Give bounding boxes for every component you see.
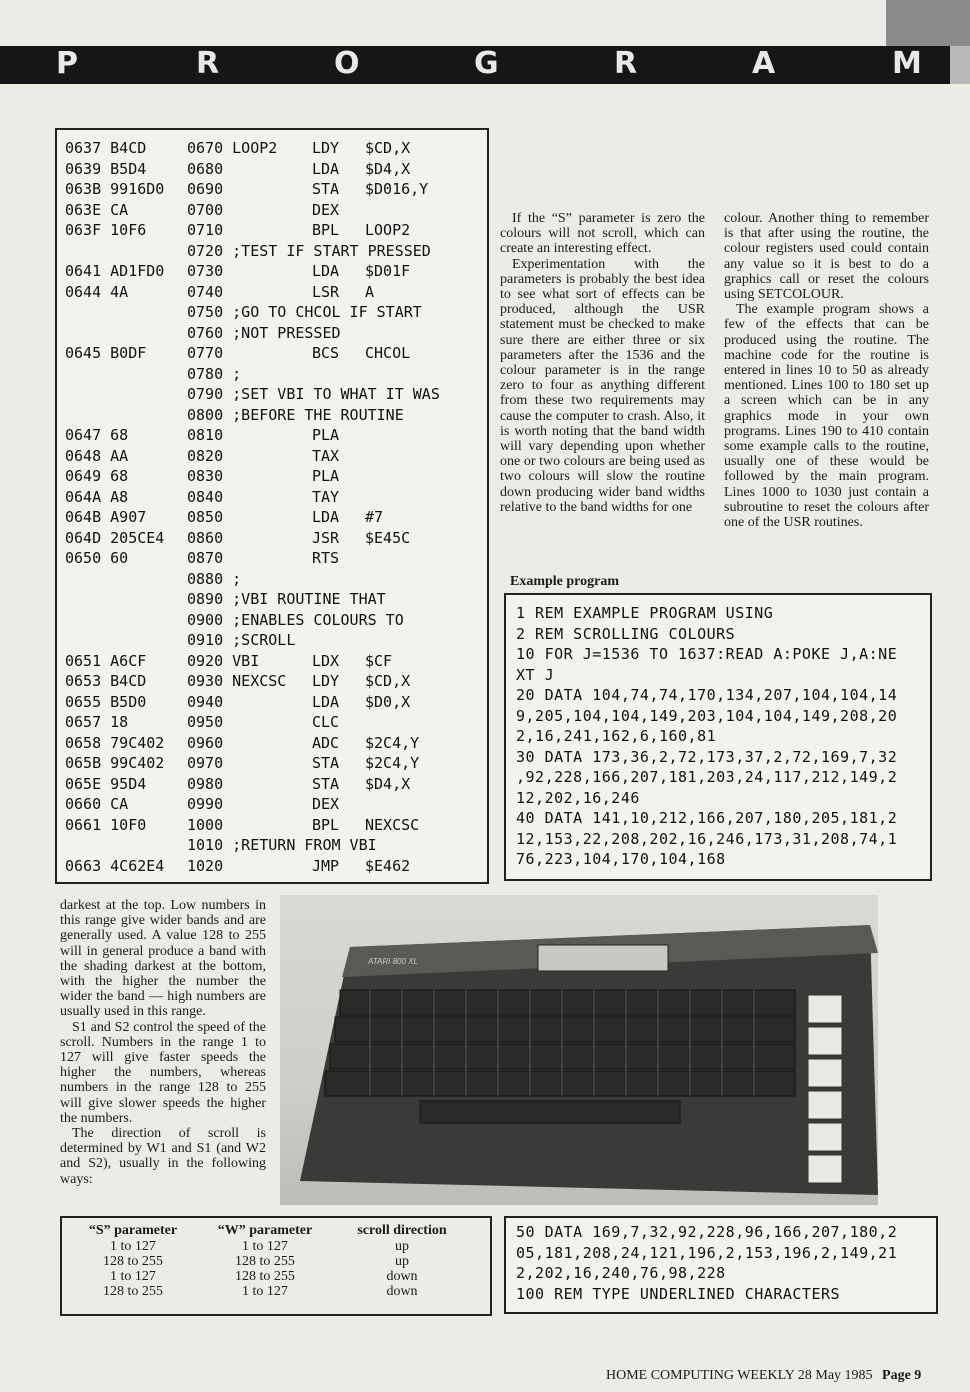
basic-line: 2,202,16,240,76,98,228 bbox=[516, 1264, 726, 1282]
asm-cell: 0950 bbox=[187, 713, 224, 731]
basic-line: 05,181,208,24,121,196,2,153,196,2,149,21 bbox=[516, 1243, 898, 1262]
asm-cell: 0880 ; bbox=[187, 569, 242, 588]
asm-cell: 063F 10F6 bbox=[65, 221, 147, 239]
table-cell: 1 to 127 bbox=[242, 1239, 288, 1254]
table-row bbox=[72, 1284, 468, 1299]
paragraph: If the “S” parameter is zero the colours will not scroll, which can create an interesting effect. bbox=[500, 211, 705, 257]
table-cell: down bbox=[386, 1269, 418, 1284]
basic-line: 2,16,241,162,6,160,81 bbox=[516, 727, 717, 745]
asm-cell: 0900 ;ENABLES COLOURS TO bbox=[187, 610, 404, 629]
asm-cell: 1020 bbox=[187, 856, 224, 875]
basic-listing-continued bbox=[504, 1216, 938, 1314]
asm-cell: 0663 4C62E4 bbox=[65, 856, 165, 875]
asm-cell: 0930 NEXCSC bbox=[187, 672, 287, 690]
asm-cell: 0658 79C402 bbox=[65, 733, 165, 752]
asm-cell: 0648 AA bbox=[65, 446, 129, 465]
asm-cell: PLA bbox=[312, 467, 340, 485]
asm-cell: DEX bbox=[312, 795, 340, 813]
basic-line: 30 DATA 173,36,2,72,173,37,2,72,169,7,32 bbox=[516, 747, 898, 766]
brand-label: ATARI 800 XL bbox=[368, 957, 418, 966]
asm-cell: $D0,X bbox=[365, 692, 411, 711]
basic-line: 10 FOR J=1536 TO 1637:READ A:POKE J,A:NE bbox=[516, 645, 898, 663]
keyboard-illustration bbox=[280, 895, 878, 1205]
asm-cell: LDY bbox=[312, 672, 340, 690]
atari-computer-photo bbox=[280, 895, 878, 1205]
asm-cell: 0661 10F0 bbox=[65, 815, 147, 834]
banner-letter: O bbox=[334, 46, 362, 81]
asm-cell: 0644 4A bbox=[65, 282, 129, 301]
example-program-heading: Example program bbox=[510, 574, 620, 589]
asm-cell: BCS bbox=[312, 344, 340, 362]
asm-cell: PLA bbox=[312, 426, 340, 444]
asm-cell: JMP bbox=[312, 856, 340, 875]
table-cell: 128 to 255 bbox=[103, 1254, 163, 1269]
asm-cell: 0650 60 bbox=[65, 549, 129, 567]
asm-cell: 0940 bbox=[187, 692, 224, 711]
asm-cell: STA bbox=[312, 754, 340, 772]
asm-cell: DEX bbox=[312, 200, 340, 219]
asm-cell: LDA bbox=[312, 692, 340, 711]
asm-cell: LDX bbox=[312, 651, 340, 670]
asm-cell: 0690 bbox=[187, 180, 224, 198]
basic-line: 9,205,104,104,149,203,104,104,149,208,20 bbox=[516, 706, 898, 725]
asm-cell: 0910 ;SCROLL bbox=[187, 631, 296, 649]
asm-cell: 0980 bbox=[187, 774, 224, 793]
asm-cell: 0870 bbox=[187, 549, 224, 567]
table-cell: down bbox=[386, 1284, 418, 1299]
asm-cell: 1000 bbox=[187, 815, 224, 834]
asm-cell: #7 bbox=[365, 508, 384, 526]
asm-cell: BPL bbox=[312, 221, 340, 239]
asm-cell: 0645 B0DF bbox=[65, 344, 147, 362]
asm-cell: $D4,X bbox=[365, 159, 411, 178]
basic-line: 20 DATA 104,74,74,170,134,207,104,104,14 bbox=[516, 686, 898, 704]
table-cell: 128 to 255 bbox=[235, 1254, 295, 1269]
asm-cell: 063E CA bbox=[65, 200, 129, 219]
asm-cell: ADC bbox=[312, 733, 340, 752]
basic-line: 100 REM TYPE UNDERLINED CHARACTERS bbox=[516, 1284, 841, 1303]
basic-line: ,92,228,166,207,181,203,24,117,212,149,2 bbox=[516, 768, 898, 786]
banner-letter: A bbox=[752, 46, 778, 81]
asm-cell: TAY bbox=[312, 487, 340, 506]
basic-line: 2 REM SCROLLING COLOURS bbox=[516, 624, 736, 643]
asm-cell: 0710 bbox=[187, 221, 224, 239]
table-cell: 1 to 127 bbox=[242, 1284, 288, 1299]
asm-cell: 0651 A6CF bbox=[65, 651, 147, 670]
asm-cell: 0850 bbox=[187, 508, 224, 526]
asm-cell: 0740 bbox=[187, 282, 224, 301]
asm-cell: 065B 99C402 bbox=[65, 754, 165, 772]
asm-cell: 0653 B4CD bbox=[65, 672, 147, 690]
asm-cell: $2C4,Y bbox=[365, 754, 420, 772]
asm-cell: $2C4,Y bbox=[365, 733, 420, 752]
basic-line: 40 DATA 141,10,212,166,207,180,205,181,2 bbox=[516, 809, 898, 827]
asm-cell: 0970 bbox=[187, 754, 224, 772]
article-column-1 bbox=[500, 211, 705, 515]
asm-cell: 0790 ;SET VBI TO WHAT IT WAS bbox=[187, 385, 440, 403]
basic-line: 50 DATA 169,7,32,92,228,96,166,207,180,2 bbox=[516, 1223, 898, 1241]
asm-cell: LDY bbox=[312, 139, 340, 157]
asm-cell: JSR bbox=[312, 528, 340, 547]
asm-cell: NEXCSC bbox=[365, 815, 420, 834]
paragraph: The example program shows a few of the effects that can be produced using the routine. The machine code for the routine is entered in lines 10 to 50 as already mentioned. Lines 100 to 180 set up a screen which can be in any graphics mode in your own programs. Lines 190 to 410 contain some example calls to the routine, usually one of these would be followed by the main program. Lines 1000 to 1030 just contain a subroutine to reset the colours after one of the USR routines. bbox=[724, 302, 929, 531]
asm-cell: LDA bbox=[312, 262, 340, 280]
banner-letter: P bbox=[56, 46, 80, 81]
asm-cell: RTS bbox=[312, 549, 340, 567]
table-cell: 1 to 127 bbox=[110, 1269, 156, 1284]
paragraph: The direction of scroll is determined by W1 and S1 (and W2 and S2), usually in the following ways: bbox=[60, 1126, 266, 1187]
asm-cell: $CF bbox=[365, 651, 393, 670]
asm-cell: $CD,X bbox=[365, 672, 411, 690]
table-header: “S” parameter bbox=[88, 1223, 178, 1238]
asm-cell: 063B 9916D0 bbox=[65, 180, 165, 198]
table-cell: 128 to 255 bbox=[103, 1284, 163, 1299]
basic-listing bbox=[504, 593, 932, 881]
table-cell: 1 to 127 bbox=[110, 1239, 156, 1254]
asm-cell: $CD,X bbox=[365, 139, 411, 157]
table-body bbox=[72, 1239, 468, 1299]
asm-cell: 0800 ;BEFORE THE ROUTINE bbox=[187, 405, 404, 424]
banner-letter: R bbox=[614, 46, 640, 81]
table-row bbox=[72, 1254, 468, 1269]
asm-cell: 0649 68 bbox=[65, 467, 129, 485]
asm-cell: $E462 bbox=[365, 856, 411, 875]
basic-line: 12,153,22,208,202,16,246,173,31,208,74,1 bbox=[516, 829, 898, 848]
asm-cell: 065E 95D4 bbox=[65, 774, 147, 793]
asm-cell: 0660 CA bbox=[65, 795, 129, 813]
asm-cell: 0990 bbox=[187, 795, 224, 813]
basic-line: 12,202,16,246 bbox=[516, 788, 640, 807]
asm-cell: CHCOL bbox=[365, 344, 411, 362]
table-cell: 128 to 255 bbox=[235, 1269, 295, 1284]
asm-cell: 0810 bbox=[187, 426, 224, 444]
paragraph: Experimentation with the parameters is probably the best idea to see what sort of effects can be produced, although the USR statement must be checked to make sure there are either three or six parameters after the 1536 and the colour parameter is in the range zero to four as anything different from these two requirements may cause the computer to crash. Also, it is worth noting that the band width will vary depending upon whether one or two colours are being used as two colours will slow the routine down producing wider band widths relative to the band widths for one bbox=[500, 256, 705, 515]
asm-cell: 0639 B5D4 bbox=[65, 159, 147, 178]
asm-cell: 064D 205CE4 bbox=[65, 528, 165, 547]
asm-cell: LOOP2 bbox=[365, 221, 411, 239]
asm-cell: STA bbox=[312, 774, 340, 793]
asm-cell: 1010 ;RETURN FROM VBI bbox=[187, 836, 377, 854]
banner-letter: R bbox=[196, 46, 222, 81]
asm-cell: 0655 B5D0 bbox=[65, 692, 147, 711]
basic-line: 76,223,104,170,104,168 bbox=[516, 850, 726, 868]
asm-cell: 0890 ;VBI ROUTINE THAT bbox=[187, 590, 386, 608]
table-cell: up bbox=[395, 1254, 409, 1269]
asm-cell: A bbox=[365, 282, 375, 301]
asm-cell: $D4,X bbox=[365, 774, 411, 793]
asm-cell: LDA bbox=[312, 159, 340, 178]
asm-cell: 0960 bbox=[187, 733, 224, 752]
basic-line: XT J bbox=[516, 665, 555, 684]
asm-cell: 064B A907 bbox=[65, 508, 147, 526]
asm-cell: TAX bbox=[312, 446, 340, 465]
asm-cell: 0730 bbox=[187, 262, 224, 280]
asm-cell: 064A A8 bbox=[65, 487, 129, 506]
asm-cell: $E45C bbox=[365, 528, 411, 547]
table-header: “W” parameter bbox=[217, 1223, 313, 1238]
article-column-2 bbox=[724, 211, 929, 530]
basic-line: 1 REM EXAMPLE PROGRAM USING bbox=[516, 604, 774, 622]
banner-letter: M bbox=[892, 46, 924, 81]
table-header: scroll direction bbox=[357, 1223, 447, 1238]
page-number: Page 9 bbox=[882, 1368, 922, 1383]
publication-name: HOME COMPUTING WEEKLY 28 May 1985 bbox=[606, 1368, 873, 1383]
asm-cell: STA bbox=[312, 180, 340, 198]
asm-cell: 0750 ;GO TO CHCOL IF START bbox=[187, 303, 422, 321]
paragraph: darkest at the top. Low numbers in this range give wider bands and are generally used. A value 128 to 255 will in general produce a band with the shading darkest at the bottom, with the higher the number the wider the band — high numbers are usually used in this range. bbox=[60, 898, 266, 1020]
asm-cell: LDA bbox=[312, 508, 340, 526]
asm-cell: 0770 bbox=[187, 344, 224, 362]
asm-cell: LSR bbox=[312, 282, 340, 301]
asm-cell: 0641 AD1FD0 bbox=[65, 262, 165, 280]
asm-cell: 0720 ;TEST IF START PRESSED bbox=[187, 241, 431, 260]
basic-lines bbox=[506, 1218, 936, 1304]
asm-cell: 0700 bbox=[187, 200, 224, 219]
asm-cell: CLC bbox=[312, 713, 340, 731]
asm-cell: 0830 bbox=[187, 467, 224, 485]
scroll-direction-table bbox=[72, 1223, 468, 1299]
asm-cell: $D016,Y bbox=[365, 180, 429, 198]
article-column-lower bbox=[60, 898, 266, 1187]
page-footer bbox=[606, 1368, 921, 1384]
asm-cell: 0840 bbox=[187, 487, 224, 506]
asm-cell: 0860 bbox=[187, 528, 224, 547]
asm-cell: 0657 18 bbox=[65, 713, 129, 731]
paragraph: S1 and S2 control the speed of the scroll. Numbers in the range 1 to 127 will give faster speeds the higher the numbers, whereas numbers in the range 128 to 255 will give slower speeds the higher the numbers. bbox=[60, 1019, 266, 1126]
paragraph: colour. Another thing to remember is that after using the routine, the colour registers used could contain any value so it is best to do a graphics call or reset the colours using SETCOLOUR. bbox=[724, 211, 929, 303]
corner-block bbox=[886, 0, 970, 46]
table-row bbox=[72, 1269, 468, 1284]
assembly-listing bbox=[55, 128, 489, 884]
asm-cell: 0680 bbox=[187, 159, 224, 178]
basic-lines bbox=[506, 595, 930, 870]
asm-cell: 0647 68 bbox=[65, 426, 129, 444]
asm-cell: 0760 ;NOT PRESSED bbox=[187, 323, 341, 342]
banner-letter: G bbox=[474, 46, 501, 81]
asm-cell: 0920 VBI bbox=[187, 651, 260, 670]
asm-cell: $D01F bbox=[365, 262, 411, 280]
table-row bbox=[72, 1239, 468, 1254]
asm-cell: 0820 bbox=[187, 446, 224, 465]
asm-cell: 0780 ; bbox=[187, 364, 242, 383]
asm-cell: 0670 LOOP2 bbox=[187, 139, 278, 157]
table-cell: up bbox=[395, 1239, 409, 1254]
asm-cell: BPL bbox=[312, 815, 340, 834]
asm-cell: 0637 B4CD bbox=[65, 139, 147, 157]
